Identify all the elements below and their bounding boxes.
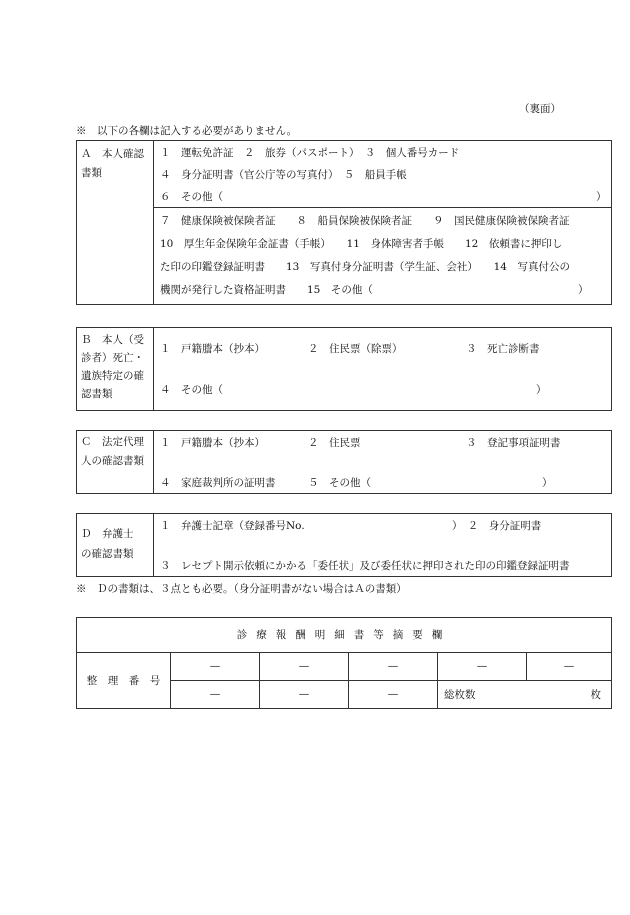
summary-cell-1-3	[349, 653, 438, 681]
summary-total-cell	[438, 681, 612, 709]
section-c-item1: １ 戸籍謄本（抄本）	[160, 437, 265, 449]
section-b-label-cell	[77, 328, 154, 411]
note-d: ※ Ｄの書類は、３点とも必要。（身分証明書がない場合はＡの書類）	[76, 583, 407, 595]
section-c-item4: ４ 家庭裁判所の証明書	[160, 477, 276, 489]
summary-cell-1-5	[527, 653, 612, 681]
dash-mark: —	[209, 660, 221, 672]
section-a-g1-line1: １ 運転免許証 ２ 旅券（パスポート） ３ 個人番号カード	[160, 147, 460, 159]
section-a-g2-line3: た印の印鑑登録証明書 13 写真付身分証明書（学生証、会社） 14 写真付公の	[160, 261, 570, 273]
dash-mark: —	[209, 688, 221, 700]
section-a-g2-line2: 10 厚生年金保険年金証書（手帳） 11 身体障害者手帳 12 依頼書に押印し	[160, 238, 563, 250]
summary-unit: 枚	[590, 689, 601, 701]
summary-cell-2-2	[260, 681, 349, 709]
section-d-label-cell	[77, 514, 154, 577]
section-d-label: Ｄ 弁護士の確認書類	[81, 528, 134, 560]
section-b-item4-right: ）	[536, 384, 547, 396]
summary-row-label: 整 理 番 号	[86, 674, 161, 687]
summary-cell-1-4	[438, 653, 527, 681]
dash-mark: —	[298, 688, 310, 700]
dash-mark: —	[298, 660, 310, 672]
section-d-table	[76, 513, 612, 577]
section-b-label: Ｂ 本人（受診者）死亡・遺族特定の確認書類	[81, 334, 144, 400]
section-b-item2: ２ 住民票（除票）	[308, 343, 403, 355]
summary-cell-1-2	[260, 653, 349, 681]
summary-table	[76, 617, 612, 709]
section-c-label-cell	[77, 431, 154, 494]
summary-total-label: 総枚数	[444, 689, 476, 701]
section-b-item3: ３ 死亡診断書	[466, 343, 540, 355]
section-a-group2	[154, 208, 612, 305]
section-c-item5-left: ５ その他（	[308, 477, 371, 489]
dash-mark: —	[476, 660, 488, 672]
section-c-label: Ｃ 法定代理人の確認書類	[81, 436, 144, 467]
section-c-item5-right: ）	[542, 477, 553, 489]
section-d-item3: ３ レセプト開示依頼にかかる「委任状」及び委任状に押印された印の印鑑登録証明書	[160, 560, 570, 572]
section-a-g2-line4-left: 機関が発行した資格証明書 15 その他（	[160, 284, 373, 296]
section-d-item1-left: １ 弁護士記章（登録番号No.	[160, 520, 305, 532]
section-d-item1-right: ） ２ 身分証明書	[452, 520, 542, 532]
header-right: （裏面）	[519, 103, 561, 115]
section-a-label-cell	[77, 141, 154, 305]
summary-row-label-cell	[77, 653, 171, 709]
summary-title: 診療報酬明細書等摘要欄	[236, 629, 452, 641]
summary-cell-2-3	[349, 681, 438, 709]
dash-mark: —	[387, 660, 399, 672]
dash-mark: —	[387, 688, 399, 700]
section-a-g1-line3-right: ）	[596, 191, 607, 203]
section-a-table	[76, 140, 612, 305]
section-a-group1	[154, 141, 612, 208]
section-d-items	[154, 514, 612, 577]
dash-mark: —	[563, 660, 575, 672]
section-a-g2-line1: ７ 健康保険被保険者証 ８ 船員保険被保険者証 ９ 国民健康保険被保険者証	[160, 215, 570, 227]
section-a-label: Ａ 本人確認書類	[81, 148, 144, 179]
section-a-g1-line2: ４ 身分証明書（官公庁等の写真付） ５ 船員手帳	[160, 169, 407, 181]
section-a-g2-line4-right: ）	[578, 284, 589, 296]
section-b-table	[76, 327, 612, 411]
summary-title-cell	[77, 618, 612, 653]
summary-cell-1-1	[171, 653, 260, 681]
section-a-g1-line3-left: ６ その他（	[160, 191, 223, 203]
note-top: ※ 以下の各欄は記入する必要がありません。	[76, 125, 298, 137]
summary-cell-2-1	[171, 681, 260, 709]
section-c-item3: ３ 登記事項証明書	[466, 437, 561, 449]
section-b-item4-left: ４ その他（	[160, 384, 223, 396]
section-c-items	[154, 431, 612, 494]
section-b-items	[154, 328, 612, 411]
section-b-item1: １ 戸籍謄本（抄本）	[160, 343, 265, 355]
section-c-table	[76, 430, 612, 494]
section-c-item2: ２ 住民票	[308, 437, 361, 449]
